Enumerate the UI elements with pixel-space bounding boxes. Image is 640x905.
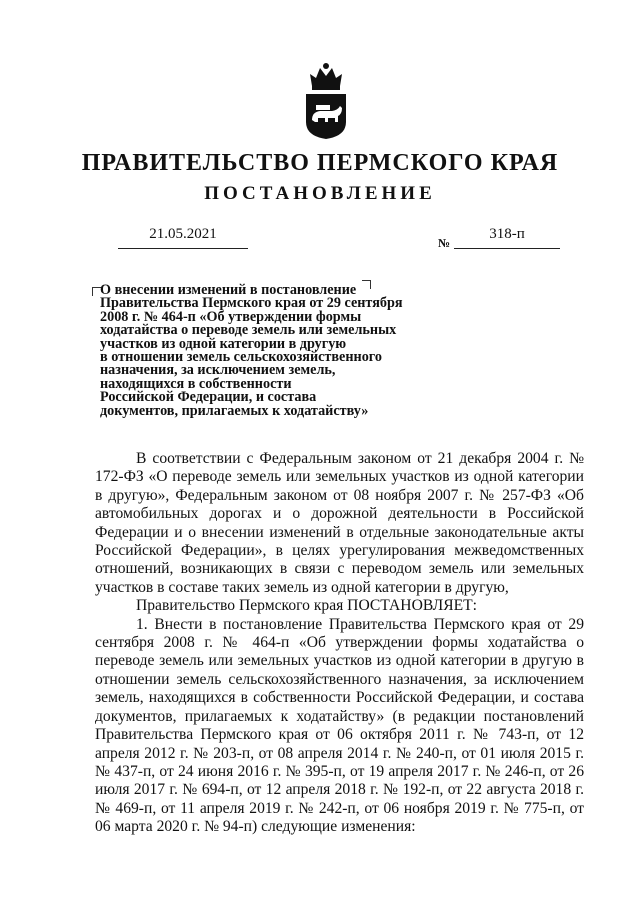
preamble-paragraph: В соответствии с Федеральным законом от 21 декабря 2004 г. № 172-ФЗ «О переводе земель или земельных участков из одной категории в другую», Федеральным законом от 08 ноября 2007 г. № 257-ФЗ «Об автомобильных дорогах и о дорожной деятельности в Российской Федерации и о внесении изменений в отдельные законодательные акты Российской Федерации», в целях урегулирования межведомственных отношений, возникающих в связи с переводом земель или земельных участков в составе таких земель из одной категории в другую, xyxy=(95,450,584,596)
subject-line: 2008 г. № 464-п «Об утверждении формы xyxy=(100,308,362,325)
resolution-paragraph: Правительство Пермского края ПОСТАНОВЛЯЕТ: xyxy=(136,597,477,615)
subject-line: назначения, за исключением земель, xyxy=(100,362,336,379)
decree-body xyxy=(95,450,584,837)
subject-line: ходатайства о переводе земель или земельных xyxy=(100,322,397,339)
subject-line: Российской Федерации, и состава xyxy=(100,389,317,406)
decree-subject xyxy=(100,284,440,418)
subject-line: участков из одной категории в другую xyxy=(100,335,347,352)
document-type: ПОСТАНОВЛЕНИЕ xyxy=(204,183,436,204)
decree-date: 21.05.2021 xyxy=(149,226,217,242)
government-title: ПРАВИТЕЛЬСТВО ПЕРМСКОГО КРАЯ xyxy=(81,150,559,176)
subject-line: Правительства Пермского края от 29 сентября xyxy=(100,295,403,312)
date-underline xyxy=(118,248,248,249)
coat-of-arms-icon xyxy=(302,60,350,140)
subject-line: в отношении земель сельскохозяйственного xyxy=(100,349,382,366)
article-1-paragraph: 1. Внести в постановление Правительства Пермского края от 29 сентября 2008 г. № 464-п «Об утверждении формы ходатайства о переводе земель или земельных участков из одной категории в другую в отношении земель сельскохозяйственного назначения, за исключением земель, находящихся в собственности Российской Федерации, и состава документов, прилагаемых к ходатайству» (в редакции постановлений Правительства Пермского края от 06 октября 2011 г. № 743-п, от 12 апреля 2012 г. № 203-п, от 08 апреля 2014 г. № 240-п, от 01 июля 2015 г. № 437-п, от 24 июня 2016 г. № 395-п, от 19 апреля 2017 г. № 246-п, от 26 июля 2017 г. № 694-п, от 12 апреля 2018 г. № 192-п, от 22 августа 2018 г. № 469-п, от 11 апреля 2019 г. № 242-п, от 06 ноября 2019 г. № 775-п, от 06 марта 2020 г. № 94-п) следующие изменения: xyxy=(95,615,584,836)
number-sign: № xyxy=(438,236,451,250)
decree-number: 318-п xyxy=(489,226,525,242)
subject-line: О внесении изменений в постановление xyxy=(100,282,357,298)
subject-line: находящихся в собственности xyxy=(100,375,292,392)
subject-line: документов, прилагаемых к ходатайству» xyxy=(100,402,369,419)
number-underline xyxy=(454,248,560,249)
